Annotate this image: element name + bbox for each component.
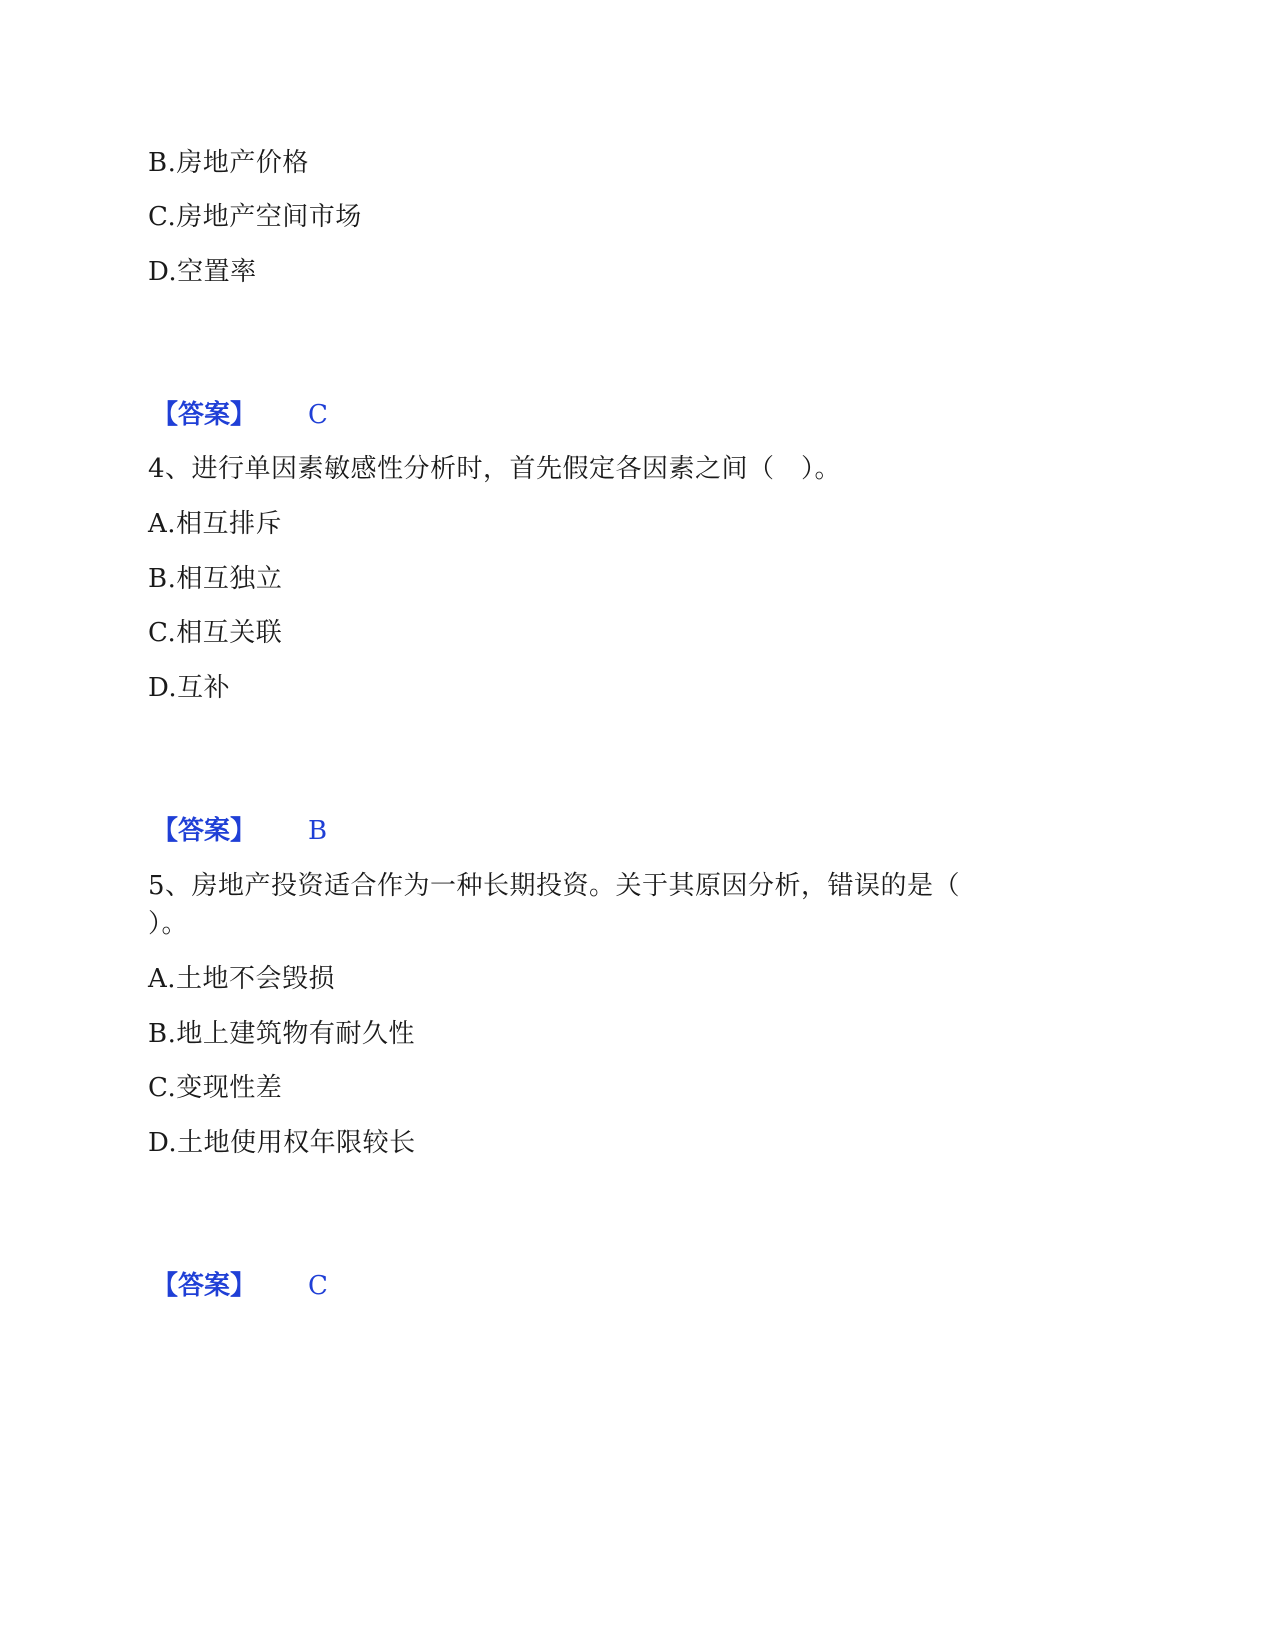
q4-answer (152, 814, 327, 848)
q5-option-b: B.地上建筑物有耐久性 (148, 1019, 415, 1049)
q3-answer (152, 398, 328, 432)
q5-answer-value: C (308, 1271, 328, 1301)
q4-answer-label: 【答案】 (152, 816, 257, 846)
q3-option-d: D.空置率 (148, 257, 257, 287)
q5-stem-line-1: 5、房地产投资适合作为一种长期投资。关于其原因分析，错误的是（ (148, 871, 961, 901)
q4-answer-value: B (308, 816, 328, 846)
q5-option-a: A.土地不会毁损 (148, 964, 336, 994)
q4-option-d: D.互补 (148, 673, 231, 703)
q5-option-c: C.变现性差 (148, 1073, 283, 1103)
q4-option-a: A.相互排斥 (148, 509, 283, 539)
q3-answer-label: 【答案】 (152, 400, 257, 430)
q4-stem: 4、进行单因素敏感性分析时，首先假定各因素之间（ ）。 (148, 454, 842, 484)
q3-answer-value: C (308, 400, 328, 430)
q5-option-d: D.土地使用权年限较长 (148, 1128, 416, 1158)
q4-option-c: C.相互关联 (148, 618, 283, 648)
q5-answer-label: 【答案】 (152, 1271, 257, 1301)
q3-option-b: B.房地产价格 (148, 148, 309, 178)
q5-stem-line-2: ）。 (148, 909, 189, 939)
q4-option-b: B.相互独立 (148, 564, 283, 594)
q3-option-c: C.房地产空间市场 (148, 202, 362, 232)
q5-answer (152, 1269, 328, 1303)
